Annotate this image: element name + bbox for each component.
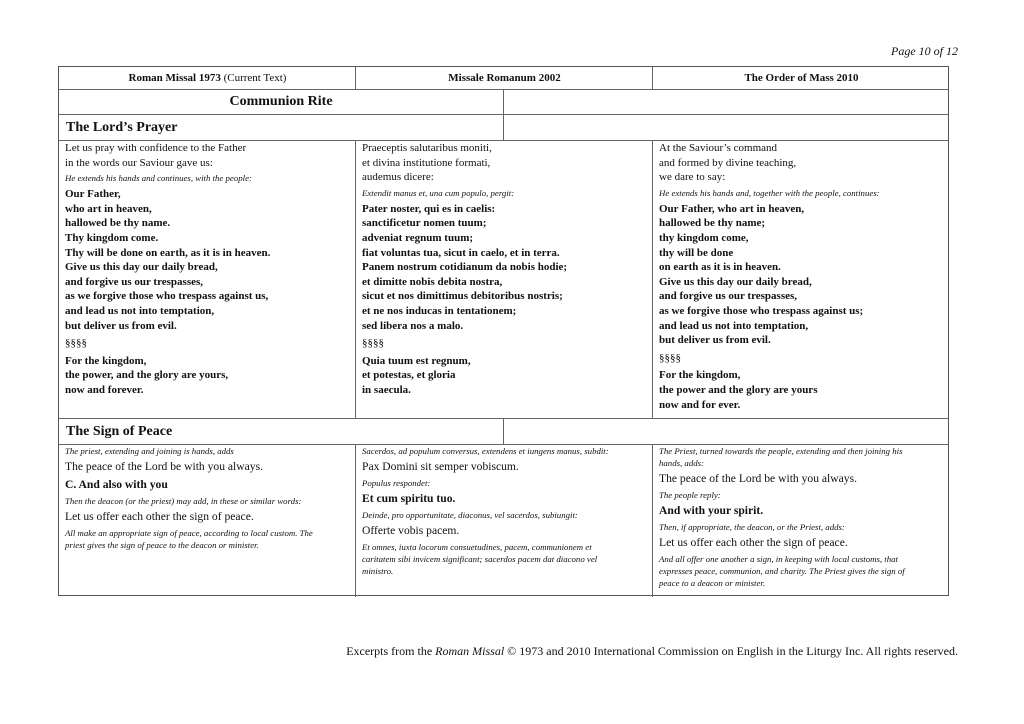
text-block (65, 336, 350, 351)
text-line: Et cum spiritu tuo. (362, 492, 456, 505)
text-line: Then the deacon (or the priest) may add, in these or similar words: (65, 496, 302, 506)
text-line: Our Father, (65, 188, 121, 201)
text-block (65, 509, 350, 524)
text-line: §§§§ (65, 337, 87, 350)
text-block (659, 553, 944, 589)
text-line: Let us offer each other the sign of peace. (65, 510, 254, 523)
text-line: Pater noster, qui es in caelis: (362, 202, 496, 215)
text-line: Panem nostrum cotidianum da nobis hodie; (362, 261, 568, 274)
text-line: The priest, extending and joining is hands, adds (65, 446, 234, 456)
text-line: The peace of the Lord be with you always. (659, 472, 857, 485)
text-line: Et omnes, iuxta locorum consuetudines, pacem, communionem et (362, 542, 592, 552)
text-line: the power, and the glory are yours, (65, 369, 229, 382)
text-block (65, 527, 350, 551)
header-title: Roman Missal 1973 (128, 72, 221, 84)
text-line: et dimitte nobis debita nostra, (362, 275, 503, 288)
text-line: And with your spirit. (659, 504, 764, 517)
text-line: C. And also with you (65, 478, 168, 491)
text-line: and formed by divine teaching, (659, 156, 797, 169)
text-block (65, 187, 350, 333)
text-line: sicut et nos dimittimus debitoribus nostris; (362, 290, 563, 303)
text-block (362, 491, 647, 506)
text-line: but deliver us from evil. (65, 319, 177, 332)
header-missale-romanum-2002: Missale Romanum 2002 (448, 72, 561, 84)
lords-prayer-2002 (362, 141, 647, 398)
text-block (65, 477, 350, 492)
text-line: Thy kingdom come. (65, 231, 159, 244)
header-roman-missal-1973 (59, 67, 356, 90)
divider (355, 67, 356, 89)
text-block (362, 141, 647, 185)
comparison-table (58, 66, 949, 596)
divider (652, 67, 653, 89)
text-line: et potestas, et gloria (362, 369, 456, 382)
text-line: et divina institutione formati, (362, 156, 491, 169)
text-line: Offerte vobis pacem. (362, 524, 460, 537)
sign-of-peace-1973 (65, 444, 350, 553)
text-block (659, 535, 944, 550)
text-line: All make an appropriate sign of peace, according to local custom. The (65, 528, 313, 538)
header-order-of-mass-2010: The Order of Mass 2010 (744, 72, 859, 84)
text-line: For the kingdom, (659, 369, 741, 382)
text-line: as we forgive those who trespass against us, (65, 290, 269, 303)
text-line: §§§§ (362, 337, 384, 350)
text-line: in saecula. (362, 383, 411, 396)
text-line: The people reply: (659, 490, 721, 500)
text-block (65, 172, 350, 184)
text-block (659, 351, 944, 366)
text-line: Extendit manus et, una cum populo, pergit: (362, 187, 515, 198)
text-line: hallowed be thy name; (659, 217, 766, 230)
copyright-footer (346, 644, 958, 659)
text-line: priest gives the sign of peace to the deacon or minister. (65, 540, 259, 550)
section-lords-prayer: The Lord’s Prayer (66, 120, 178, 135)
text-line: The Priest, turned towards the people, extending and then joining his (659, 446, 903, 456)
text-line: Thy will be done on earth, as it is in heaven. (65, 246, 271, 259)
text-block (65, 354, 350, 398)
text-line: The peace of the Lord be with you always. (65, 460, 263, 473)
text-line: He extends his hands and continues, with the people: (65, 173, 252, 184)
sign-of-peace-2010 (659, 444, 944, 591)
text-line: hands, adds: (659, 458, 704, 468)
text-block (659, 445, 944, 469)
text-block (659, 187, 944, 199)
divider (355, 140, 356, 418)
text-block (362, 354, 647, 398)
lords-prayer-1973 (65, 141, 350, 398)
text-line: thy kingdom come, (659, 231, 749, 244)
text-line: Quia tuum est regnum, (362, 354, 471, 367)
text-line: and forgive us our trespasses, (659, 290, 798, 303)
page-number: Page 10 of 12 (891, 44, 958, 58)
text-line: For the kingdom, (65, 354, 147, 367)
lords-prayer-2010 (659, 141, 944, 412)
divider (652, 444, 653, 597)
text-line: Sacerdos, ad populum conversus, extendens et iungens manus, subdit: (362, 446, 609, 456)
text-line: et ne nos inducas in tentationem; (362, 304, 517, 317)
text-line: in the words our Saviour gave us: (65, 156, 213, 169)
text-line: sanctificetur nomen tuum; (362, 217, 487, 230)
section-communion-rite: Communion Rite (229, 94, 333, 109)
divider (503, 89, 504, 140)
text-line: At the Saviour’s command (659, 142, 778, 154)
text-line: and lead us not into temptation, (659, 319, 809, 332)
text-line: Then, if appropriate, the deacon, or the Priest, adds: (659, 522, 845, 532)
text-block (362, 445, 647, 457)
text-line: audemus dicere: (362, 171, 434, 184)
text-line: peace to a deacon or minister. (659, 578, 766, 588)
text-block (362, 459, 647, 474)
text-line: now and forever. (65, 383, 144, 396)
text-line: Give us this day our daily bread, (659, 275, 812, 288)
text-block (362, 202, 647, 333)
sign-of-peace-2002 (362, 444, 647, 579)
text-block (659, 489, 944, 501)
text-block (659, 521, 944, 533)
text-line: caritatem sibi invicem significant; sacerdos pacem dat diacono vel (362, 554, 598, 564)
text-line: Praeceptis salutaribus moniti, (362, 142, 492, 154)
text-line: who art in heaven, (65, 202, 152, 215)
text-line: thy will be done (659, 246, 734, 259)
text-block (659, 503, 944, 518)
text-block (659, 202, 944, 348)
divider (652, 140, 653, 418)
text-line: ministro. (362, 566, 394, 576)
text-line: Our Father, who art in heaven, (659, 202, 805, 215)
text-block (659, 368, 944, 412)
text-line: Give us this day our daily bread, (65, 261, 218, 274)
divider (355, 444, 356, 597)
text-line: expresses peace, communion, and charity. The Priest gives the sign of (659, 566, 905, 576)
text-line: but deliver us from evil. (659, 334, 771, 347)
text-line: He extends his hands and, together with the people, continues: (659, 187, 880, 198)
text-line: and lead us not into temptation, (65, 304, 215, 317)
text-line: the power and the glory are yours (659, 383, 818, 396)
footer-text: © 1973 and 2010 International Commission on English in the Liturgy Inc. All rights reserved. (504, 644, 958, 658)
text-line: and forgive us our trespasses, (65, 275, 204, 288)
text-line: Populus respondet: (362, 478, 431, 488)
divider (503, 418, 504, 444)
text-block (65, 459, 350, 474)
text-block (362, 523, 647, 538)
footer-text: Excerpts from the (346, 644, 436, 658)
text-line: on earth as it is in heaven. (659, 261, 781, 274)
text-line: Pax Domini sit semper vobiscum. (362, 460, 519, 473)
text-line: Let us offer each other the sign of peace. (659, 536, 848, 549)
text-block (362, 477, 647, 489)
text-line: adveniat regnum tuum; (362, 231, 474, 244)
text-block (65, 495, 350, 507)
text-block (362, 509, 647, 521)
text-block (659, 471, 944, 486)
text-line: hallowed be thy name. (65, 217, 171, 230)
text-line: fiat voluntas tua, sicut in caelo, et in terra. (362, 246, 560, 259)
text-block (362, 541, 647, 577)
text-block (362, 187, 647, 199)
header-note: (Current Text) (223, 72, 287, 84)
text-block (659, 141, 944, 185)
text-line: sed libera nos a malo. (362, 319, 464, 332)
text-line: we dare to say: (659, 171, 726, 184)
text-block (362, 336, 647, 351)
text-block (65, 445, 350, 457)
text-line: as we forgive those who trespass against us; (659, 304, 864, 317)
section-sign-of-peace: The Sign of Peace (66, 424, 173, 439)
text-line: Let us pray with confidence to the Father (65, 142, 247, 154)
text-line: And all offer one another a sign, in keeping with local customs, that (659, 554, 898, 564)
text-block (65, 141, 350, 170)
text-line: Deinde, pro opportunitate, diaconus, vel sacerdos, subiungit: (362, 510, 578, 520)
text-line: now and for ever. (659, 398, 741, 411)
text-line: §§§§ (659, 351, 681, 364)
footer-title: Roman Missal (435, 644, 505, 658)
